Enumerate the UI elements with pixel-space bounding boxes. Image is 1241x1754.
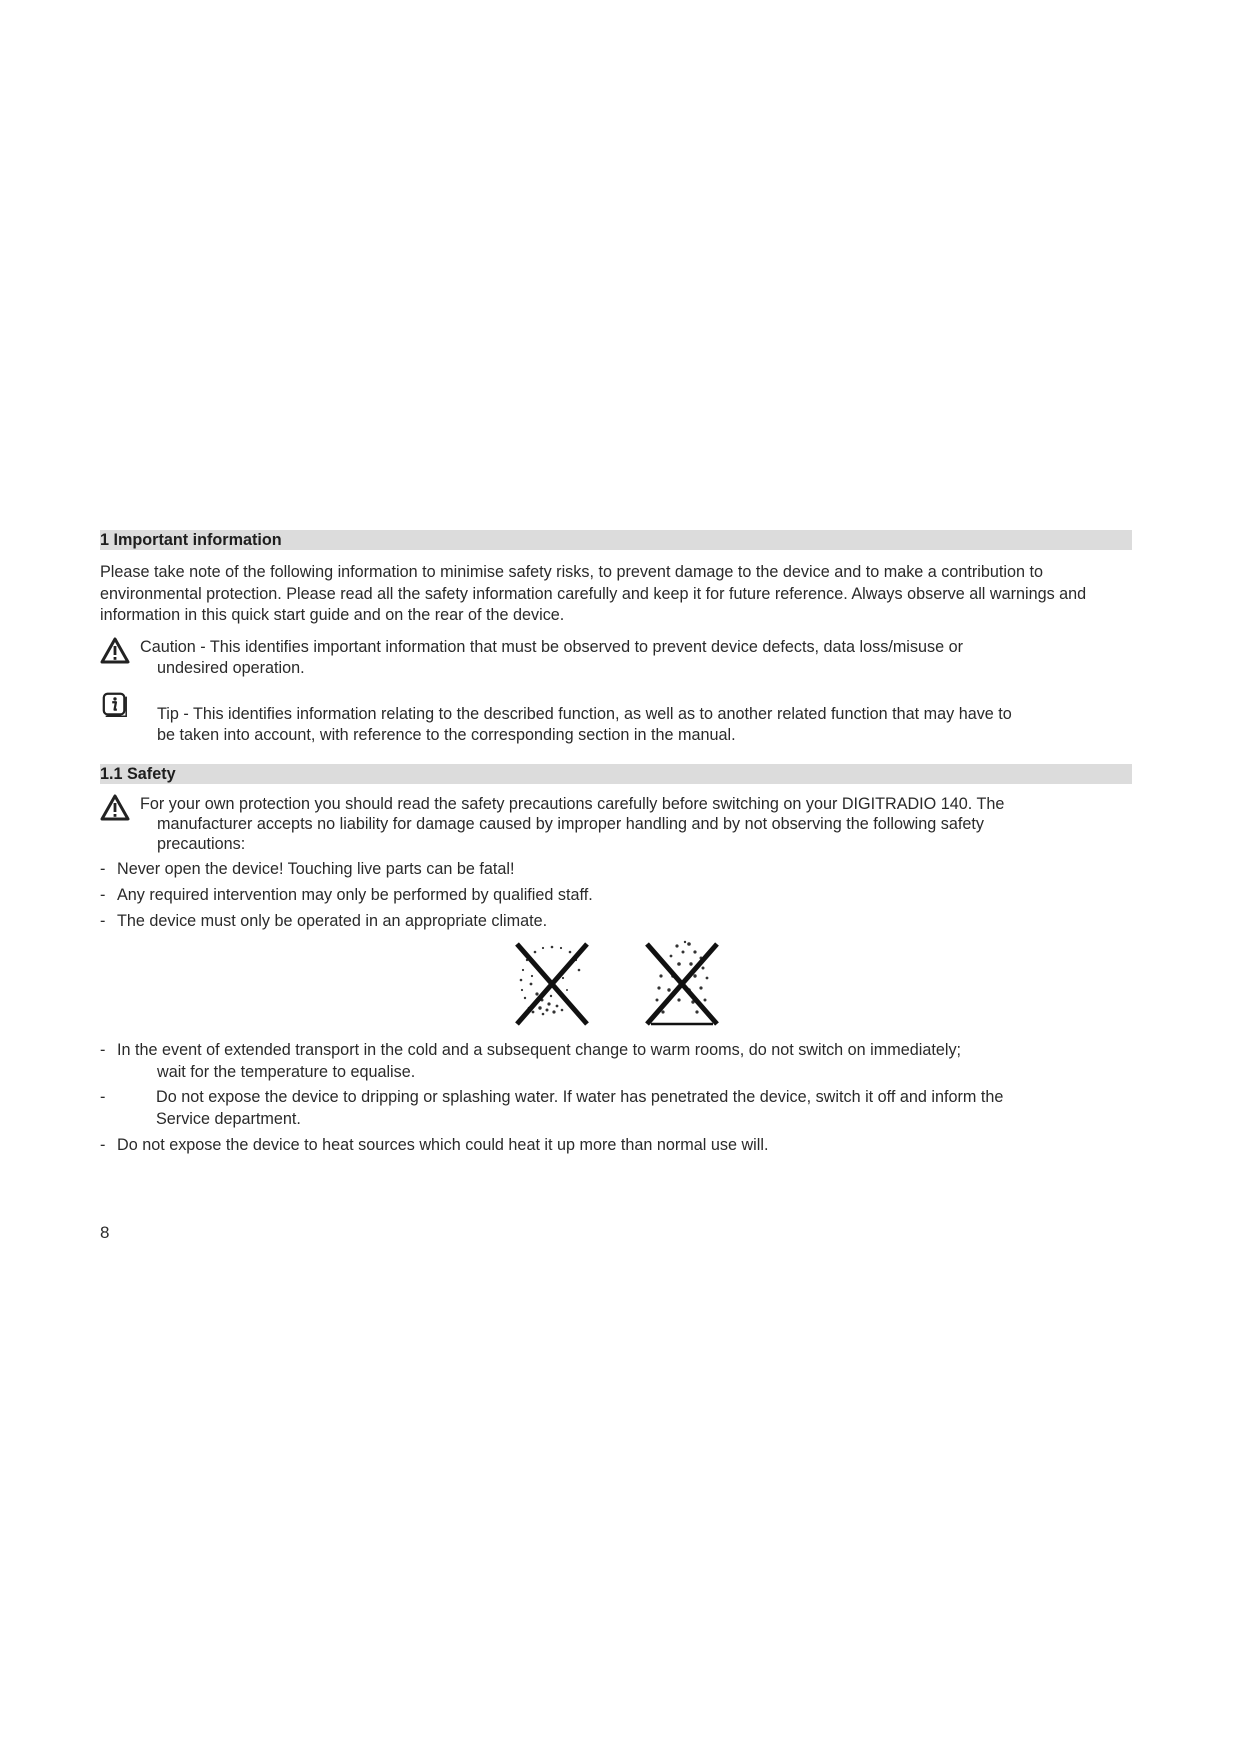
bullet-text: Do not expose the device to heat sources which could heat it up more than normal use will. [117, 1136, 769, 1154]
tip-text-line2: be taken into account, with reference to the corresponding section in the manual. [157, 726, 736, 744]
intro-paragraph: Please take note of the following information to minimise safety risks, to prevent damage to the device and to make a contribution to environmental protection. Please read all the safety information carefully and keep it for future reference. Always observe all warnings and information in this quick start guide and on the rear of the device. [100, 563, 1087, 624]
bullet-text: Any required intervention may only be performed by qualified staff. [117, 886, 593, 904]
bullet-dash: - [100, 1136, 106, 1154]
bullet-dash: - [100, 859, 106, 878]
info-icon [100, 691, 130, 719]
safety-warning-line2: manufacturer accepts no liability for damage caused by improper handling and by not observing the following safety [157, 814, 984, 833]
list-item [100, 885, 1132, 907]
no-moisture-icon [507, 938, 597, 1030]
warning-triangle-icon [100, 794, 130, 822]
no-splash-icon [637, 938, 727, 1030]
section-heading-important-information: 1 Important information [100, 530, 1132, 550]
list-item [100, 859, 1132, 881]
bullet-dash: - [100, 886, 106, 904]
warning-triangle-icon [100, 637, 130, 665]
safety-warning-line3: precautions: [157, 834, 246, 853]
list-item [100, 1087, 1132, 1130]
bullet-text: Never open the device! Touching live parts can be fatal! [117, 859, 515, 878]
bullet-text: The device must only be operated in an appropriate climate. [117, 911, 548, 930]
caution-text-line2: undesired operation. [157, 659, 305, 677]
safety-warning-note [100, 794, 1132, 854]
climate-figures [100, 932, 1132, 1032]
caution-note [100, 637, 1132, 680]
bullet-text-line1: Do not expose the device to dripping or splashing water. If water has penetrated the device, switch it off and inform the [156, 1088, 1004, 1106]
list-item [100, 1040, 1132, 1083]
bullet-text-line2: wait for the temperature to equalise. [157, 1062, 416, 1081]
tip-text-line1: Tip - This identifies information relating to the described function, as well as to another related function that may have to [157, 704, 1012, 723]
safety-warning-line1: For your own protection you should read the safety precautions carefully before switching on your DIGITRADIO 140. The [140, 794, 1005, 813]
page-number: 8 [100, 1223, 110, 1242]
bullet-dash: - [100, 1088, 106, 1106]
bullet-text-line1: In the event of extended transport in the cold and a subsequent change to warm rooms, do not switch on immediately; [117, 1041, 962, 1059]
bullet-dash: - [100, 1041, 106, 1059]
bullet-dash: - [100, 911, 106, 930]
document-page [100, 530, 1132, 1157]
list-item [100, 1135, 1132, 1157]
caution-text [140, 637, 1132, 680]
safety-warning-text [140, 794, 1132, 854]
section-heading-safety: 1.1 Safety [100, 764, 1132, 784]
caution-text-line1: Caution - This identifies important information that must be observed to prevent device defects, data loss/misuse or [140, 637, 963, 656]
bullet-text-line2: Service department. [156, 1109, 301, 1128]
list-item [100, 911, 1132, 933]
tip-note [100, 694, 1132, 747]
tip-text [157, 694, 1132, 747]
